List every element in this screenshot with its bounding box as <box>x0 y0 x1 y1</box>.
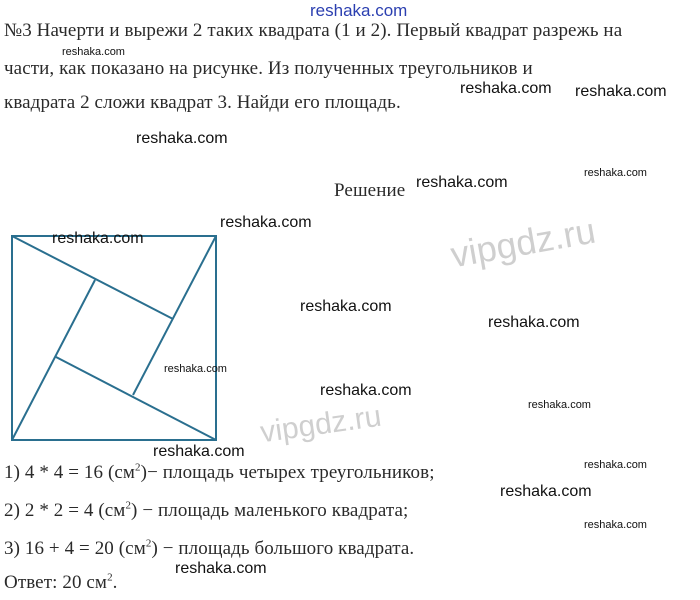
solution-heading: Решение <box>334 180 406 201</box>
background-watermark: vipgdz.ru <box>447 209 599 276</box>
cut-line <box>12 280 95 440</box>
watermark: reshaka.com <box>300 298 392 315</box>
watermark: reshaka.com <box>164 363 227 375</box>
problem-line-2: части, как показано на рисунке. Из полученных треугольников и <box>4 58 533 79</box>
watermark: reshaka.com <box>584 519 647 531</box>
watermark: reshaka.com <box>575 83 667 100</box>
step-1: 1) 4 * 4 = 16 $(см^2)-$ площадь четырех треугольников; <box>4 461 435 483</box>
watermark: reshaka.com <box>62 46 125 58</box>
watermark: reshaka.com <box>528 399 591 411</box>
answer: Ответ: 20 $см^2$. <box>4 571 118 593</box>
cut-line <box>12 236 173 319</box>
watermark: reshaka.com <box>500 483 592 500</box>
watermark: reshaka.com <box>584 459 647 471</box>
step-2: 2) 2 * 2 = 4 $(см^2)$ − площадь маленького квадрата; <box>4 499 409 521</box>
header-watermark: reshaka.com <box>310 1 408 20</box>
background-watermark: vipgdz.ru <box>258 399 384 450</box>
problem-line-3: квадрата 2 сложи квадрат 3. Найди его площадь. <box>4 92 401 113</box>
watermark: reshaka.com <box>136 130 228 147</box>
outer-square <box>12 236 216 440</box>
watermark: reshaka.com <box>460 80 552 97</box>
step-3: 3) 16 + 4 = 20 $(см^2)$ − площадь большого квадрата. <box>4 537 415 559</box>
watermark: reshaka.com <box>320 382 412 399</box>
watermark: reshaka.com <box>175 560 267 577</box>
watermark: reshaka.com <box>416 174 508 191</box>
watermark: reshaka.com <box>488 314 580 331</box>
watermark: reshaka.com <box>153 443 245 460</box>
watermark: reshaka.com <box>220 214 312 231</box>
problem-line-1: №3 Начерти и вырежи 2 таких квадрата (1 и 2). Первый квадрат разрежь на <box>4 20 623 41</box>
watermark: reshaka.com <box>52 230 144 247</box>
watermark: reshaka.com <box>584 167 647 179</box>
